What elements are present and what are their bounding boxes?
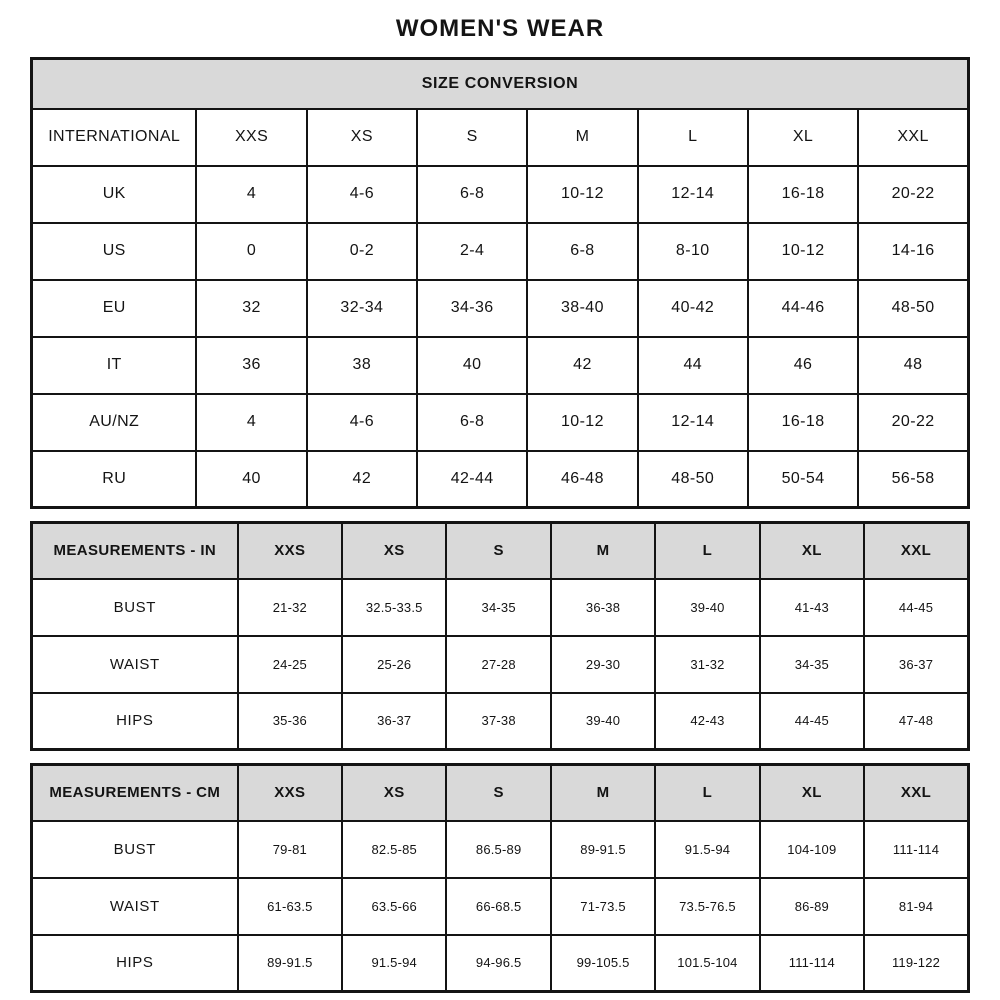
measurement-cell: 99-105.5 [551,935,655,992]
size-cell: 40-42 [638,280,748,337]
table-row [32,579,969,636]
size-cell: 10-12 [527,166,637,223]
row-label: WAIST [32,878,238,935]
measurement-cell: 63.5-66 [342,878,446,935]
measurement-cell: 24-25 [238,636,342,693]
column-header: XS [342,765,446,821]
measurement-cell: 101.5-104 [655,935,759,992]
measurement-cell: 34-35 [760,636,864,693]
column-header: M [551,523,655,579]
measurement-cell: 89-91.5 [551,821,655,878]
measurement-cell: 21-32 [238,579,342,636]
size-cell: 20-22 [858,394,968,451]
measurement-cell: 35-36 [238,693,342,750]
table-header-row [32,765,969,821]
size-cell: 4 [196,166,306,223]
size-cell: 40 [417,337,527,394]
size-cell: 46-48 [527,451,637,508]
table-row [32,109,969,166]
measurement-cell: 82.5-85 [342,821,446,878]
size-cell: 40 [196,451,306,508]
size-cell: 4 [196,394,306,451]
measurement-cell: 27-28 [446,636,550,693]
measurement-cell: 37-38 [446,693,550,750]
measurement-cell: 61-63.5 [238,878,342,935]
measurement-cell: 47-48 [864,693,968,750]
table-row [32,821,969,878]
size-cell: 38 [307,337,417,394]
size-cell: 16-18 [748,394,858,451]
measurement-cell: 34-35 [446,579,550,636]
measurement-cell: 89-91.5 [238,935,342,992]
measurements-in-title: MEASUREMENTS - IN [32,523,238,579]
page-title: WOMEN'S WEAR [395,15,605,42]
measurement-cell: 86.5-89 [446,821,550,878]
size-cell: 6-8 [417,166,527,223]
table-gap [30,509,970,521]
measurements-cm-title: MEASUREMENTS - CM [32,765,238,821]
size-cell: L [638,109,748,166]
table-row [32,166,969,223]
size-cell: M [527,109,637,166]
measurements-cm-table [30,763,970,993]
column-header: L [655,523,759,579]
size-cell: 44 [638,337,748,394]
size-cell: 50-54 [748,451,858,508]
size-cell: S [417,109,527,166]
measurement-cell: 36-38 [551,579,655,636]
size-cell: 4-6 [307,166,417,223]
size-cell: 20-22 [858,166,968,223]
size-cell: 12-14 [638,166,748,223]
size-cell: XXS [196,109,306,166]
table-row [32,394,969,451]
size-cell: 34-36 [417,280,527,337]
column-header: XXS [238,523,342,579]
measurement-cell: 36-37 [864,636,968,693]
size-cell: 42 [527,337,637,394]
column-header: XS [342,523,446,579]
column-header: XXL [864,765,968,821]
size-cell: XS [307,109,417,166]
row-label: INTERNATIONAL [32,109,197,166]
measurement-cell: 91.5-94 [655,821,759,878]
size-cell: 38-40 [527,280,637,337]
table-row [32,280,969,337]
size-cell: 42 [307,451,417,508]
size-cell: 48-50 [858,280,968,337]
table-header-row [32,523,969,579]
table-row [32,337,969,394]
size-cell: 12-14 [638,394,748,451]
size-cell: 56-58 [858,451,968,508]
column-header: XL [760,523,864,579]
measurement-cell: 71-73.5 [551,878,655,935]
size-cell: 6-8 [527,223,637,280]
size-cell: 44-46 [748,280,858,337]
row-label: AU/NZ [32,394,197,451]
table-row [32,636,969,693]
size-cell: 0-2 [307,223,417,280]
row-label: RU [32,451,197,508]
size-cell: 48 [858,337,968,394]
size-cell: 14-16 [858,223,968,280]
measurement-cell: 119-122 [864,935,968,992]
measurement-cell: 86-89 [760,878,864,935]
table-row [32,935,969,992]
column-header: XXL [864,523,968,579]
table-gap [30,751,970,763]
column-header: M [551,765,655,821]
size-cell: 32 [196,280,306,337]
table-title-row [32,59,969,109]
size-cell: 42-44 [417,451,527,508]
row-label: BUST [32,821,238,878]
size-cell: XL [748,109,858,166]
measurement-cell: 44-45 [760,693,864,750]
measurement-cell: 73.5-76.5 [655,878,759,935]
size-cell: 36 [196,337,306,394]
table-row [32,223,969,280]
measurement-cell: 25-26 [342,636,446,693]
measurement-cell: 42-43 [655,693,759,750]
table-row [32,451,969,508]
measurement-cell: 111-114 [760,935,864,992]
size-cell: 16-18 [748,166,858,223]
measurement-cell: 94-96.5 [446,935,550,992]
row-label: UK [32,166,197,223]
measurement-cell: 41-43 [760,579,864,636]
measurement-cell: 104-109 [760,821,864,878]
measurement-cell: 39-40 [655,579,759,636]
table-row [32,878,969,935]
measurement-cell: 31-32 [655,636,759,693]
column-header: S [446,523,550,579]
table-row [32,693,969,750]
row-label: BUST [32,579,238,636]
size-cell: 10-12 [527,394,637,451]
measurement-cell: 111-114 [864,821,968,878]
row-label: EU [32,280,197,337]
row-label: HIPS [32,935,238,992]
row-label: WAIST [32,636,238,693]
size-cell: 48-50 [638,451,748,508]
size-conversion-title: SIZE CONVERSION [32,59,969,109]
column-header: XXS [238,765,342,821]
size-cell: 6-8 [417,394,527,451]
size-cell: 2-4 [417,223,527,280]
size-cell: 10-12 [748,223,858,280]
row-label: HIPS [32,693,238,750]
size-cell: 0 [196,223,306,280]
measurement-cell: 32.5-33.5 [342,579,446,636]
column-header: L [655,765,759,821]
measurement-cell: 66-68.5 [446,878,550,935]
row-label: US [32,223,197,280]
measurement-cell: 79-81 [238,821,342,878]
size-cell: 4-6 [307,394,417,451]
row-label: IT [32,337,197,394]
measurements-in-table [30,521,970,751]
measurement-cell: 36-37 [342,693,446,750]
size-cell: 46 [748,337,858,394]
column-header: XL [760,765,864,821]
measurement-cell: 29-30 [551,636,655,693]
measurement-cell: 91.5-94 [342,935,446,992]
size-cell: XXL [858,109,968,166]
column-header: S [446,765,550,821]
size-cell: 32-34 [307,280,417,337]
measurement-cell: 44-45 [864,579,968,636]
measurement-cell: 81-94 [864,878,968,935]
size-cell: 8-10 [638,223,748,280]
measurement-cell: 39-40 [551,693,655,750]
size-conversion-table [30,57,970,509]
